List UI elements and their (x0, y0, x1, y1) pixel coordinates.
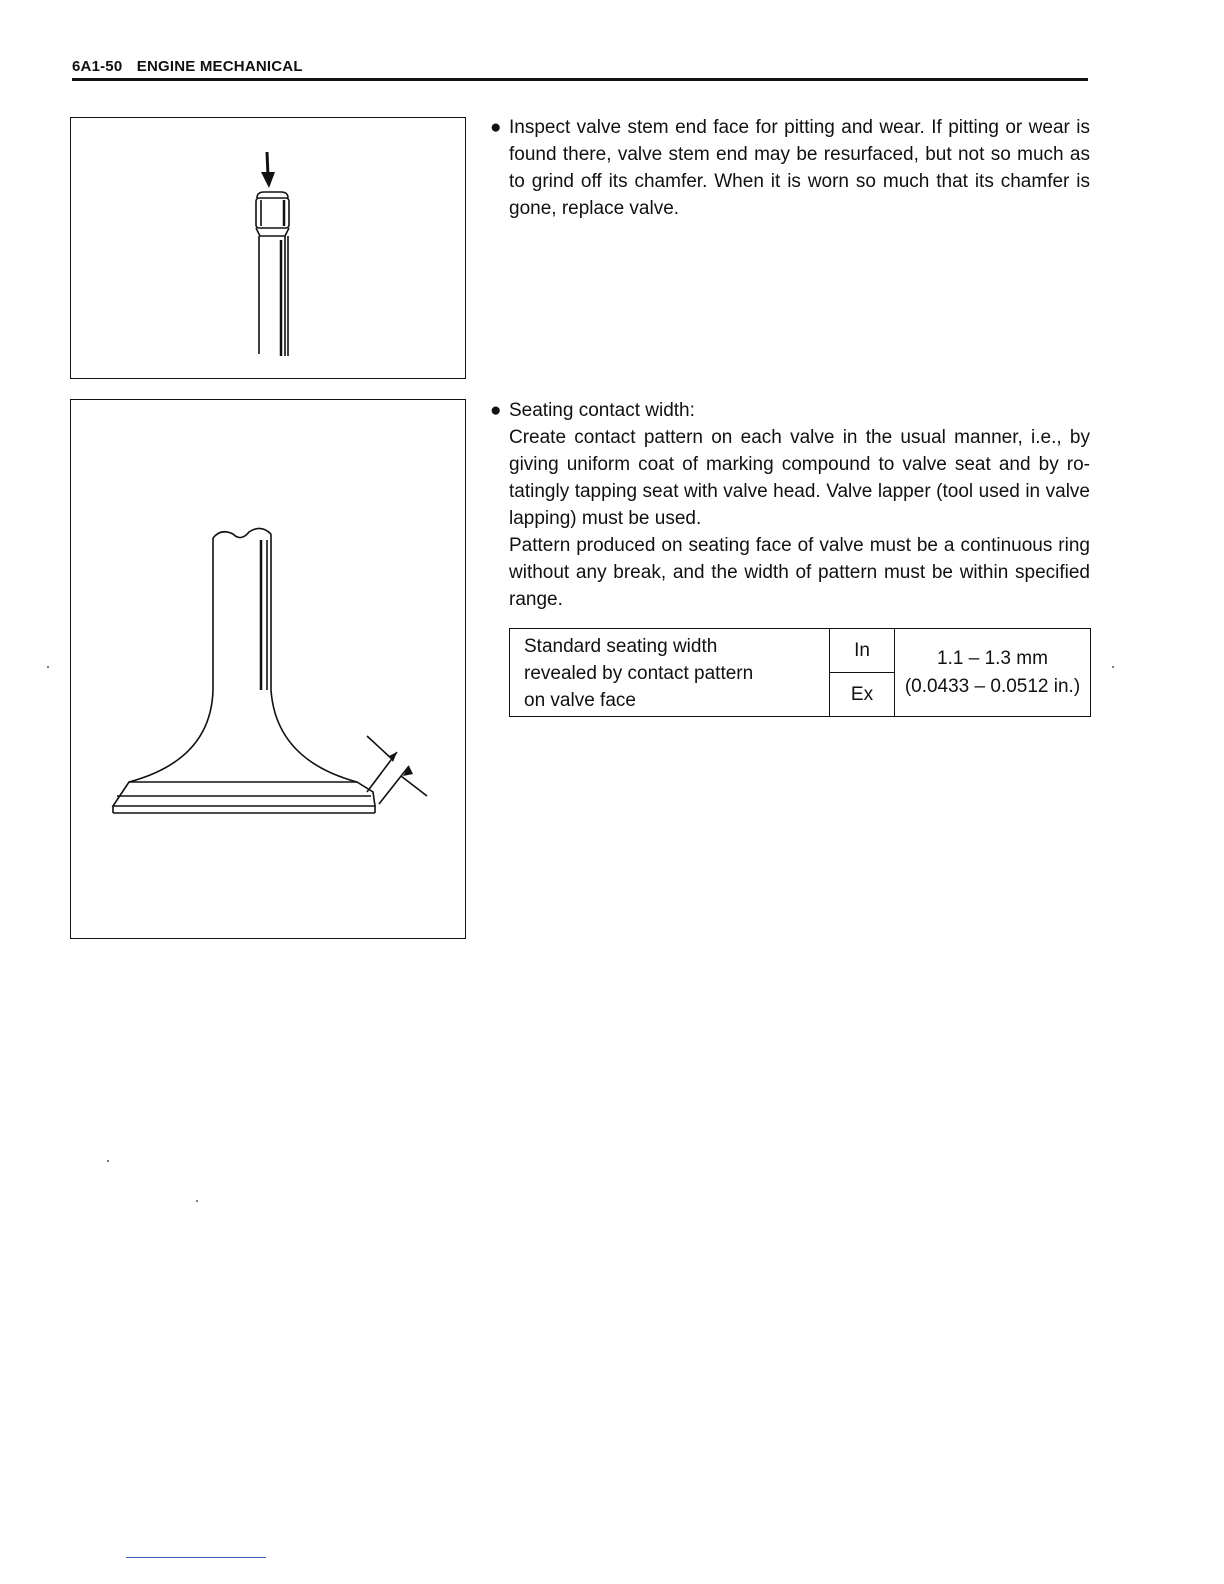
seating-width-spec-table (509, 628, 1091, 717)
valve-seating-width-icon (71, 400, 464, 937)
intake-code: In (830, 629, 895, 673)
table-row (510, 629, 1091, 673)
instruction-body: Pattern produced on seating face of valve must be a continuous ring without any break, and the width of pattern must be within specified range. (509, 535, 1090, 610)
instruction-stem-end (490, 114, 1090, 222)
instruction-text: Inspect valve stem end face for pitting and wear. If pitting or wear is found there, valve stem end may be resurfaced, but not so much as to grind off its chamfer. When it is worn so much that its chamfer is gone, replace valve. (509, 117, 1090, 219)
valve-stem-end-arrow-icon (71, 118, 464, 377)
bullet-icon: ● (490, 117, 502, 138)
scan-speck (107, 1160, 109, 1162)
instruction-heading: Seating contact width: (509, 400, 695, 421)
scan-speck (47, 666, 49, 668)
instruction-seating-width (490, 397, 1090, 613)
scan-speck (1112, 666, 1114, 668)
bullet-icon: ● (490, 400, 502, 421)
exhaust-code: Ex (830, 673, 895, 717)
footer-line (126, 1557, 266, 1558)
page-header (72, 58, 1088, 75)
spec-value: 1.1 – 1.3 mm (0.0433 – 0.0512 in.) (895, 629, 1091, 717)
spec-label: Standard seating width revealed by contact pattern on valve face (510, 629, 830, 717)
section-title: ENGINE MECHANICAL (136, 58, 303, 75)
header-rule (72, 78, 1088, 81)
figure-valve-stem-end (70, 117, 466, 379)
page-number: 6A1-50 (72, 58, 123, 75)
scan-speck (196, 1200, 198, 1202)
instruction-body: Create contact pattern on each valve in the usual manner, i.e., by giving uniform coat of marking compound to valve seat and by ro-tatingly tapping seat with valve head. Valve lapper (tool used in valve lapping) must be used. (509, 427, 1090, 529)
figure-valve-seating (70, 399, 466, 939)
